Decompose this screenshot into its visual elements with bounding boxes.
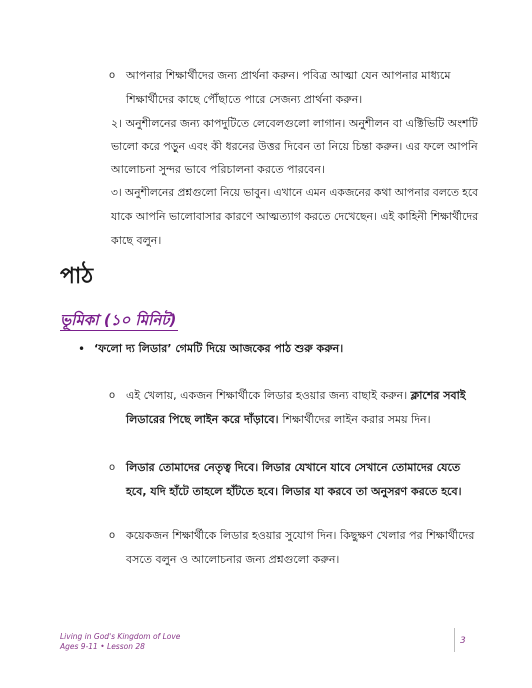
sub-bullet-marker: o <box>109 462 116 473</box>
sub-bullet-marker: o <box>109 390 116 401</box>
sub-bullet-2-line-2: হবে, যদি হাঁটে তাহলে হাঁটতে হবে। লিডার যা করবে তা অনুসরণ করতে হবে। <box>126 485 462 498</box>
step-3-line-1: ৩। অনুশীলনের প্রশ্নগুলো নিয়ে ভাবুন। এখানে এমন একজনের কথা আপনার বলতে হবে <box>111 186 479 199</box>
sub-bullet-marker: o <box>109 530 116 541</box>
page-footer <box>60 632 180 652</box>
sub-bullet-1-line-1-bold: ক্লাশের সবাই <box>410 389 466 402</box>
sub-bullet-marker: o <box>109 70 116 81</box>
sub-bullet-1-line-1 <box>126 388 466 404</box>
step-2-line-2: ভালো করে পড়ুন এবং কী ধরনের উত্তর দিবেন তা নিয়ে চিন্তা করুন। এর ফলে আপনি <box>111 140 478 153</box>
sub-bullet-1-line-2 <box>126 412 431 428</box>
footer-subtitle: Ages 9-11 • Lesson 28 <box>60 642 145 651</box>
sub-bullet-1-line-1-normal: এই খেলায়, একজন শিক্ষার্থীকে লিডার হওয়ার জন্য বাছাই করুন। <box>126 389 411 402</box>
sub-bullet-3-line-2: বসতে বলুন ও আলোচনার জন্য প্রশ্নগুলো করুন। <box>126 553 340 566</box>
step-2-line-3: আলোচনা সুন্দর ভাবে পরিচালনা করতে পারবেন। <box>111 163 325 176</box>
footer-divider <box>454 628 455 652</box>
footer-title: Living in God's Kingdom of Love <box>60 632 181 641</box>
step-3-line-3: কাছে বলুন। <box>111 234 162 247</box>
section-subheading: ভূমিকা (১০ মিনিট) <box>60 311 177 329</box>
sub-bullet-2-line-1: লিডার তোমাদের নেতৃত্ব দিবে। লিডার যেখানে যাবে সেখানে তোমাদের যেতে <box>126 461 461 474</box>
page-number: 3 <box>460 636 466 646</box>
step-3-line-2: যাকে আপনি ভালোবাসার কারণে আত্মত্যাগ করতে দেখেছেন। এই কাহিনী শিক্ষার্থীদের <box>111 210 479 223</box>
sub-bullet-1-line-2-bold: লিডারের পিছে লাইন করে দাঁড়াবে। <box>126 413 283 426</box>
main-bullet-text: ‘ফলো দ্য লিডার’ গেমটি দিয়ে আজকের পাঠ শুরু করুন। <box>94 342 344 355</box>
sub-bullet-1-line-2-normal: শিক্ষার্থীদের লাইন করার সময় দিন। <box>282 413 431 426</box>
prayer-line-2: শিক্ষার্থীদের কাছে পৌঁছাতে পারে সেজন্য প্রার্থনা করুন। <box>126 93 363 106</box>
prayer-line-1: আপনার শিক্ষার্থীদের জন্য প্রার্থনা করুন। পবিত্র আত্মা যেন আপনার মাধ্যমে <box>126 69 451 82</box>
section-heading: পাঠ <box>60 264 94 289</box>
sub-bullet-3-line-1: কয়েকজন শিক্ষার্থীকে লিডার হওয়ার সুযোগ দিন। কিছুক্ষণ খেলার পর শিক্ষার্থীদের <box>126 529 475 542</box>
main-bullet-dot: • <box>78 342 86 356</box>
step-2-line-1: ২। অনুশীলনের জন্য কাপদুটিতে লেবেলগুলো লাগান। অনুশীলন বা এক্টিভিটি অংশটি <box>111 117 478 130</box>
